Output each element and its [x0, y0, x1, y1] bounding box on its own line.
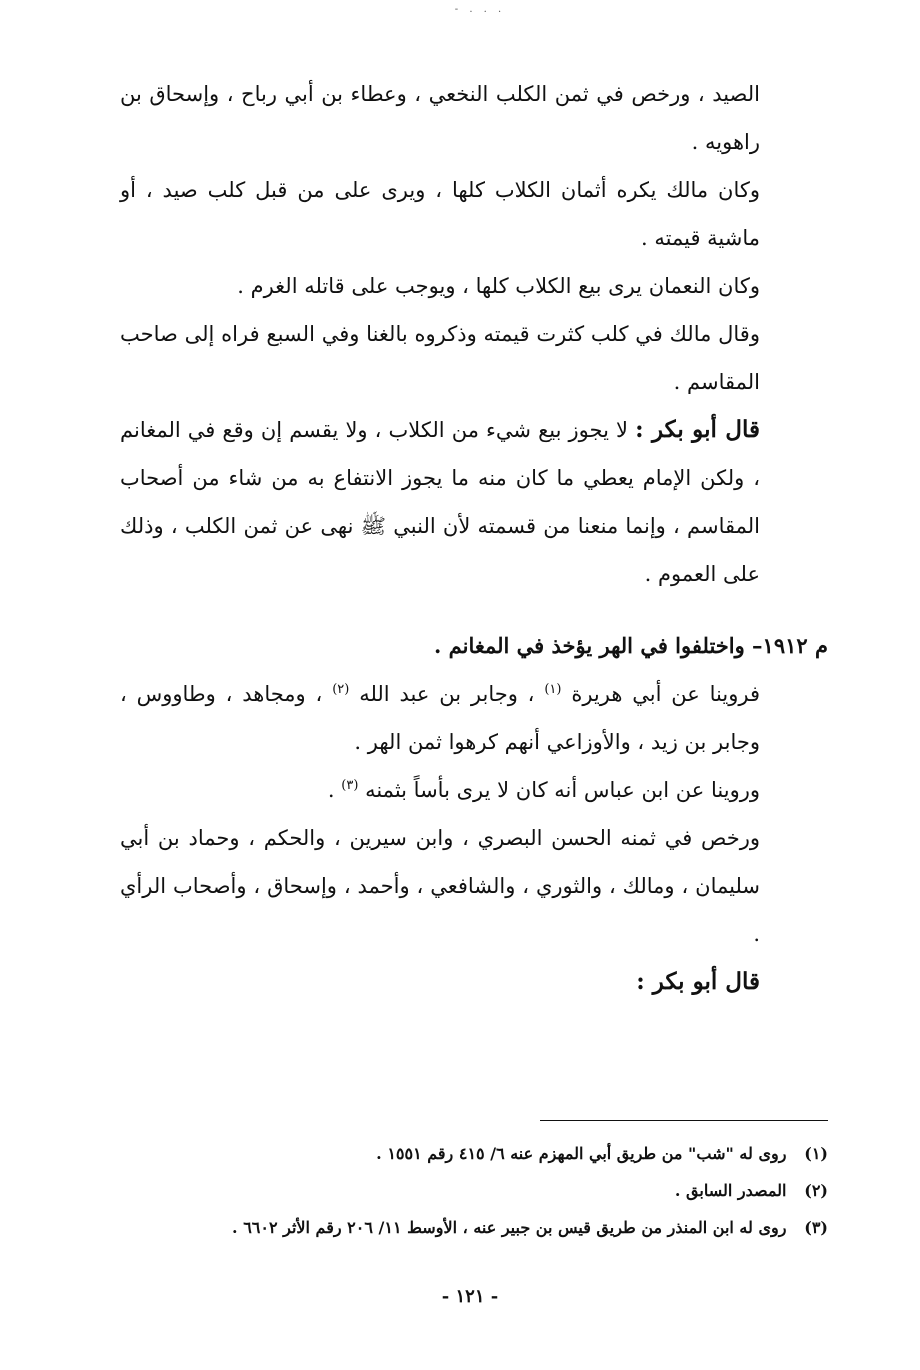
footnote-divider: [540, 1120, 828, 1121]
issue-paragraph-1: [120, 670, 760, 766]
footnote-1: [128, 1135, 828, 1172]
ruling-2-paragraph: [120, 958, 760, 1006]
footnote-1-text: روى له "شب" من طريق أبي المهزم عنه ٦/ ٤١٥ رقم ١٥٥١ .: [376, 1144, 787, 1163]
issue-title: واختلفوا في الهر يؤخذ في المغانم .: [434, 633, 745, 658]
issue-p2-part-b: .: [327, 778, 335, 802]
top-mark: - . . .: [454, 4, 506, 15]
footnote-3: [128, 1209, 828, 1246]
page-number: - ١٢١ -: [441, 1286, 499, 1307]
issue-p1-part-a: فروينا عن أبي هريرة: [571, 682, 761, 706]
paragraph-3: وكان النعمان يرى بيع الكلاب كلها ، ويوجب على قاتله الغرم .: [237, 274, 760, 298]
paragraph-4: وقال مالك في كلب كثرت قيمته وذكروه بالغنا وفي السبع فراه إلى صاحب المقاسم .: [120, 322, 760, 394]
footnote-2-number: (٢): [804, 1181, 828, 1200]
issue-number: م ١٩١٢–: [752, 633, 828, 658]
issue-p1-part-c: ، ومجاهد ، وطاووس ، وجابر بن زيد ، والأوزاعي أنهم كرهوا ثمن الهر .: [120, 682, 760, 754]
footnote-2-text: المصدر السابق .: [674, 1181, 787, 1200]
issue-text: [120, 670, 760, 1006]
issue-p1-part-b: ، وجابر بن عبد الله: [359, 682, 535, 706]
footnote-ref-3[interactable]: (٣): [341, 778, 359, 793]
ruling-text: لا يجوز بيع شيء من الكلاب ، ولا يقسم إن وقع في المغانم ، ولكن الإمام يعطي ما كان منه ما يجوز الانتفاع به من شاء من أصحاب المقاسم ، وإنما منعنا من قسمته لأن النبي ﷺ نهى عن ثمن الكلب ، وذلك على العموم .: [120, 418, 760, 586]
ruling-paragraph: [120, 406, 760, 598]
ruling-lead: قال أبو بكر :: [635, 416, 760, 443]
issue-paragraph-2: [120, 766, 760, 814]
footnote-2: [128, 1172, 828, 1209]
issue-heading: [434, 622, 828, 670]
footnote-ref-1[interactable]: (١): [544, 682, 562, 697]
paragraph-1: الصيد ، ورخص في ثمن الكلب النخعي ، وعطاء بن أبي رباح ، وإسحاق بن راهويه .: [120, 82, 761, 154]
footnote-3-text: روى له ابن المنذر من طريق قيس بن جبير عنه ، الأوسط ١١/ ٢٠٦ رقم الأثر ٦٦٠٢ .: [232, 1218, 787, 1237]
main-text: [120, 70, 760, 598]
footnote-3-number: (٣): [804, 1218, 828, 1237]
footnote-ref-2[interactable]: (٢): [332, 682, 350, 697]
issue-paragraph-3: ورخص في ثمنه الحسن البصري ، وابن سيرين ، والحكم ، وحماد بن أبي سليمان ، ومالك ، والثوري ، والشافعي ، وأحمد ، وإسحاق ، وأصحاب الرأي .: [120, 826, 760, 946]
footnotes: [128, 1135, 828, 1246]
ruling-2-lead: قال أبو بكر :: [636, 968, 760, 995]
footnote-1-number: (١): [804, 1144, 828, 1163]
paragraph-2: وكان مالك يكره أثمان الكلاب كلها ، ويرى على من قبل كلب صيد ، أو ماشية قيمته .: [120, 178, 760, 250]
issue-p2-part-a: وروينا عن ابن عباس أنه كان لا يرى بأساً بثمنه: [365, 778, 760, 802]
